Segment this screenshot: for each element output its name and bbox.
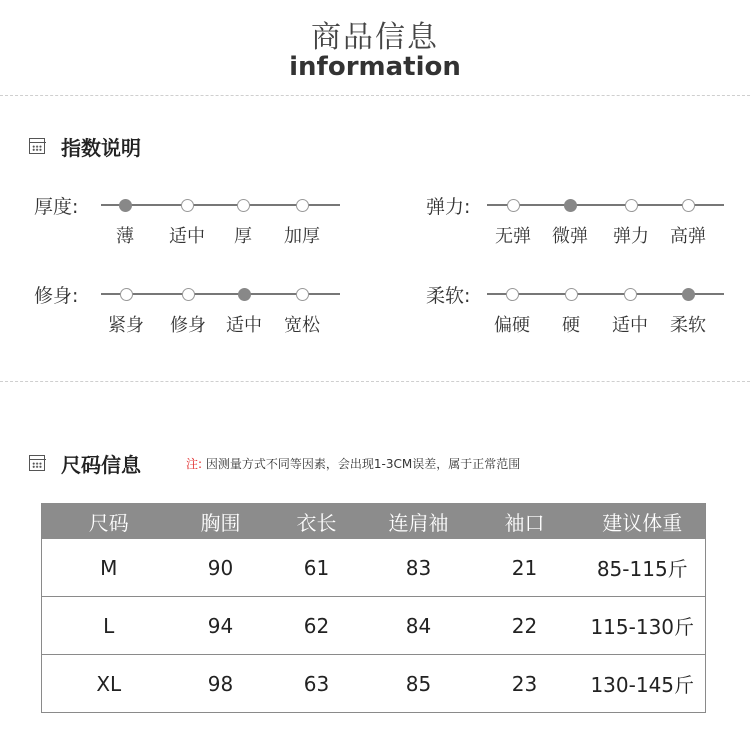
scale-dot (237, 199, 250, 212)
scale-option-label: 适中 (226, 315, 262, 336)
table-cell: 62 (266, 597, 368, 655)
table-cell: 85 (368, 655, 470, 713)
column-header: 连肩袖 (368, 503, 470, 539)
table-cell: 85-115斤 (580, 539, 706, 597)
column-header: 建议体重 (580, 503, 706, 539)
scale-dot-selected (119, 199, 132, 212)
table-cell: XL (42, 655, 176, 713)
scale-dot (296, 288, 309, 301)
column-header: 袖口 (470, 503, 580, 539)
table-header-row (42, 503, 706, 539)
table-cell: M (42, 539, 176, 597)
table-row (42, 539, 706, 597)
table-cell: 98 (176, 655, 266, 713)
table-cell: 21 (470, 539, 580, 597)
calendar-icon (29, 138, 45, 154)
scale-option-label: 柔软 (670, 315, 706, 336)
scale-option-label: 宽松 (284, 315, 320, 336)
scale-option-label: 硬 (562, 315, 580, 336)
scale-dot-selected (238, 288, 251, 301)
scale-dot (506, 288, 519, 301)
scale-option-label: 适中 (612, 315, 648, 336)
scale-dot (182, 288, 195, 301)
column-header: 衣长 (266, 503, 368, 539)
scale-option-label: 弹力 (613, 226, 649, 247)
column-header: 胸围 (176, 503, 266, 539)
size-section-title: 尺码信息 (61, 453, 141, 477)
scale-option-label: 无弹 (495, 226, 531, 247)
scale-dot-selected (682, 288, 695, 301)
table-cell: 23 (470, 655, 580, 713)
note-text: 因测量方式不同等因素，会出现1-3CM误差，属于正常范围 (205, 457, 521, 471)
table-row (42, 655, 706, 713)
table-cell: 84 (368, 597, 470, 655)
scale-dot (625, 199, 638, 212)
scale-dot (181, 199, 194, 212)
scale-dot (624, 288, 637, 301)
scale-dot (565, 288, 578, 301)
index-section-title: 指数说明 (61, 136, 141, 160)
note-prefix: 注: (186, 457, 203, 471)
calendar-icon (29, 455, 45, 471)
table-cell: 94 (176, 597, 266, 655)
scale-option-label: 偏硬 (494, 315, 530, 336)
table-cell: 83 (368, 539, 470, 597)
size-table (41, 503, 706, 713)
scale-label: 柔软: (426, 285, 471, 307)
page-subtitle: information (289, 52, 461, 82)
scale-option-label: 微弹 (552, 226, 588, 247)
table-cell: L (42, 597, 176, 655)
table-row (42, 597, 706, 655)
size-note (186, 455, 520, 472)
scale-option-label: 紧身 (108, 315, 144, 336)
scale-dot (120, 288, 133, 301)
table-cell: 63 (266, 655, 368, 713)
scale-option-label: 厚 (234, 226, 252, 247)
scale-label: 弹力: (426, 196, 471, 218)
table-cell: 130-145斤 (580, 655, 706, 713)
page-title: 商品信息 (311, 20, 439, 55)
scale-option-label: 修身 (170, 315, 206, 336)
table-cell: 22 (470, 597, 580, 655)
table-cell: 61 (266, 539, 368, 597)
scale-option-label: 加厚 (284, 226, 320, 247)
scale-dot (296, 199, 309, 212)
table-cell: 90 (176, 539, 266, 597)
scale-option-label: 薄 (116, 226, 134, 247)
scale-dot (682, 199, 695, 212)
scale-dot (507, 199, 520, 212)
scale-option-label: 高弹 (670, 226, 706, 247)
divider (0, 95, 750, 96)
table-cell: 115-130斤 (580, 597, 706, 655)
scale-dot-selected (564, 199, 577, 212)
scale-label: 修身: (34, 285, 79, 307)
divider (0, 381, 750, 382)
scale-label: 厚度: (34, 196, 79, 218)
scale-option-label: 适中 (169, 226, 205, 247)
column-header: 尺码 (42, 503, 176, 539)
